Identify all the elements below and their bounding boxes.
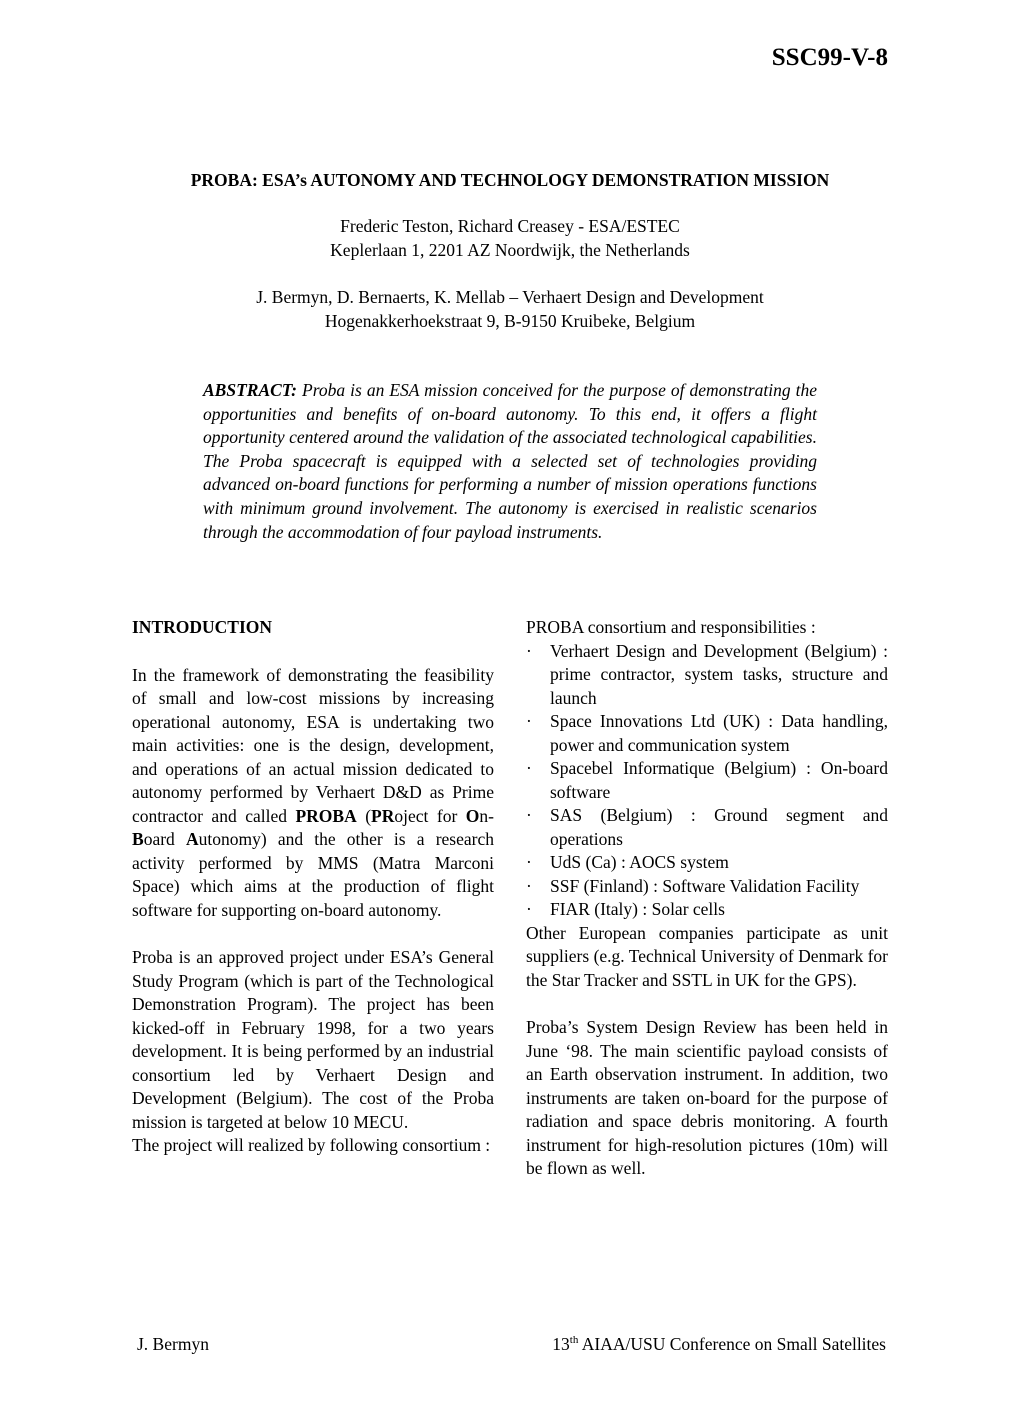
list-item: · SAS (Belgium) : Ground segment and operations [526,805,888,849]
abstract [203,379,817,544]
bullet-icon: · [526,899,532,919]
list-item: · Spacebel Informatique (Belgium) : On-board software [526,758,888,802]
intro-paragraph-3: The project will realized by following consortium : [132,1135,491,1155]
footer-author: J. Bermyn [137,1334,209,1354]
consortium-list [526,640,888,922]
author-address: Keplerlaan 1, 2201 AZ Noordwijk, the Netherlands [330,240,690,260]
design-review-paragraph: Proba’s System Design Review has been held in June ‘98. The main scientific payload consists of an Earth observation instrument. In addition, two instruments are taken on-board for the purpose of radiation and space debris monitoring. A fourth instrument for high-resolution pictures (10m) will be flown as well. [526,1017,888,1178]
author-names: J. Bermyn, D. Bernaerts, K. Mellab – Verhaert Design and Development [256,287,764,307]
author-names: Frederic Teston, Richard Creasey - ESA/ESTEC [340,216,680,236]
intro-paragraph-2: Proba is an approved project under ESA’s General Study Program (which is part of the Technological Demonstration Program). The project has been kicked-off in February 1998, for a two years development. It is being performed by an industrial consortium led by Verhaert Design and Development (Belgium). The cost of the Proba mission is targeted at below 10 MECU. [132,947,494,1132]
bullet-icon: · [526,875,532,896]
bullet-icon: · [526,758,532,778]
bullet-icon: · [526,805,532,825]
consortium-lead: PROBA consortium and responsibilities : [526,617,816,637]
list-item: · Verhaert Design and Development (Belgium) : prime contractor, system tasks, structure and launch [526,640,888,708]
list-item: · UdS (Ca) : AOCS system [526,851,888,875]
paper-title: PROBA: ESA’s AUTONOMY AND TECHNOLOGY DEMONSTRATION MISSION [190,170,830,190]
bullet-icon: · [526,711,532,731]
right-column [526,616,888,1181]
bullet-icon: · [526,852,532,872]
author-block-esa [0,214,1020,262]
abstract-label: ABSTRACT: [203,380,298,400]
left-column [132,616,494,1158]
section-heading-introduction: INTRODUCTION [132,617,273,637]
intro-paragraph-1: In the framework of demonstrating the feasibility of small and low-cost missions by increasing operational autonomy, ESA is undertaking two main activities: one is the design, development, and operations of an actual mission dedicated to autonomy performed by Verhaert D&D as Prime contractor and called PROBA (PRoject for On-Board Autonomy) and the other is a research activity performed by MMS (Matra Marconi Space) which aims at the production of flight software for supporting on-board autonomy. [132,664,494,920]
list-item: · SSF (Finland) : Software Validation Facility [526,875,888,899]
footer-conference: 13th AIAA/USU Conference on Small Satellites [552,1334,886,1354]
author-address: Hogenakkerhoekstraat 9, B-9150 Kruibeke, Belgium [324,311,696,331]
list-item: · FIAR (Italy) : Solar cells [526,898,888,922]
abstract-text: Proba is an ESA mission conceived for the purpose of demonstrating the opportunities and benefits of on-board autonomy. To this end, it offers a flight opportunity centered around the validation of the associated technological capabilities. The Proba spacecraft is equipped with a selected set of technologies providing advanced on-board functions for performing a number of mission operations functions with minimum ground involvement. The autonomy is exercised in realistic scenarios through the accommodation of four payload instruments. [203,380,817,542]
list-item: · Space Innovations Ltd (UK) : Data handling, power and communication system [526,711,888,755]
bullet-icon: · [526,640,532,661]
author-block-verhaert [0,285,1020,333]
consortium-other: Other European companies participate as unit suppliers (e.g. Technical University of Denmark for the Star Tracker and SSTL in UK for the GPS). [526,922,888,990]
paper-id: SSC99-V-8 [771,44,888,71]
